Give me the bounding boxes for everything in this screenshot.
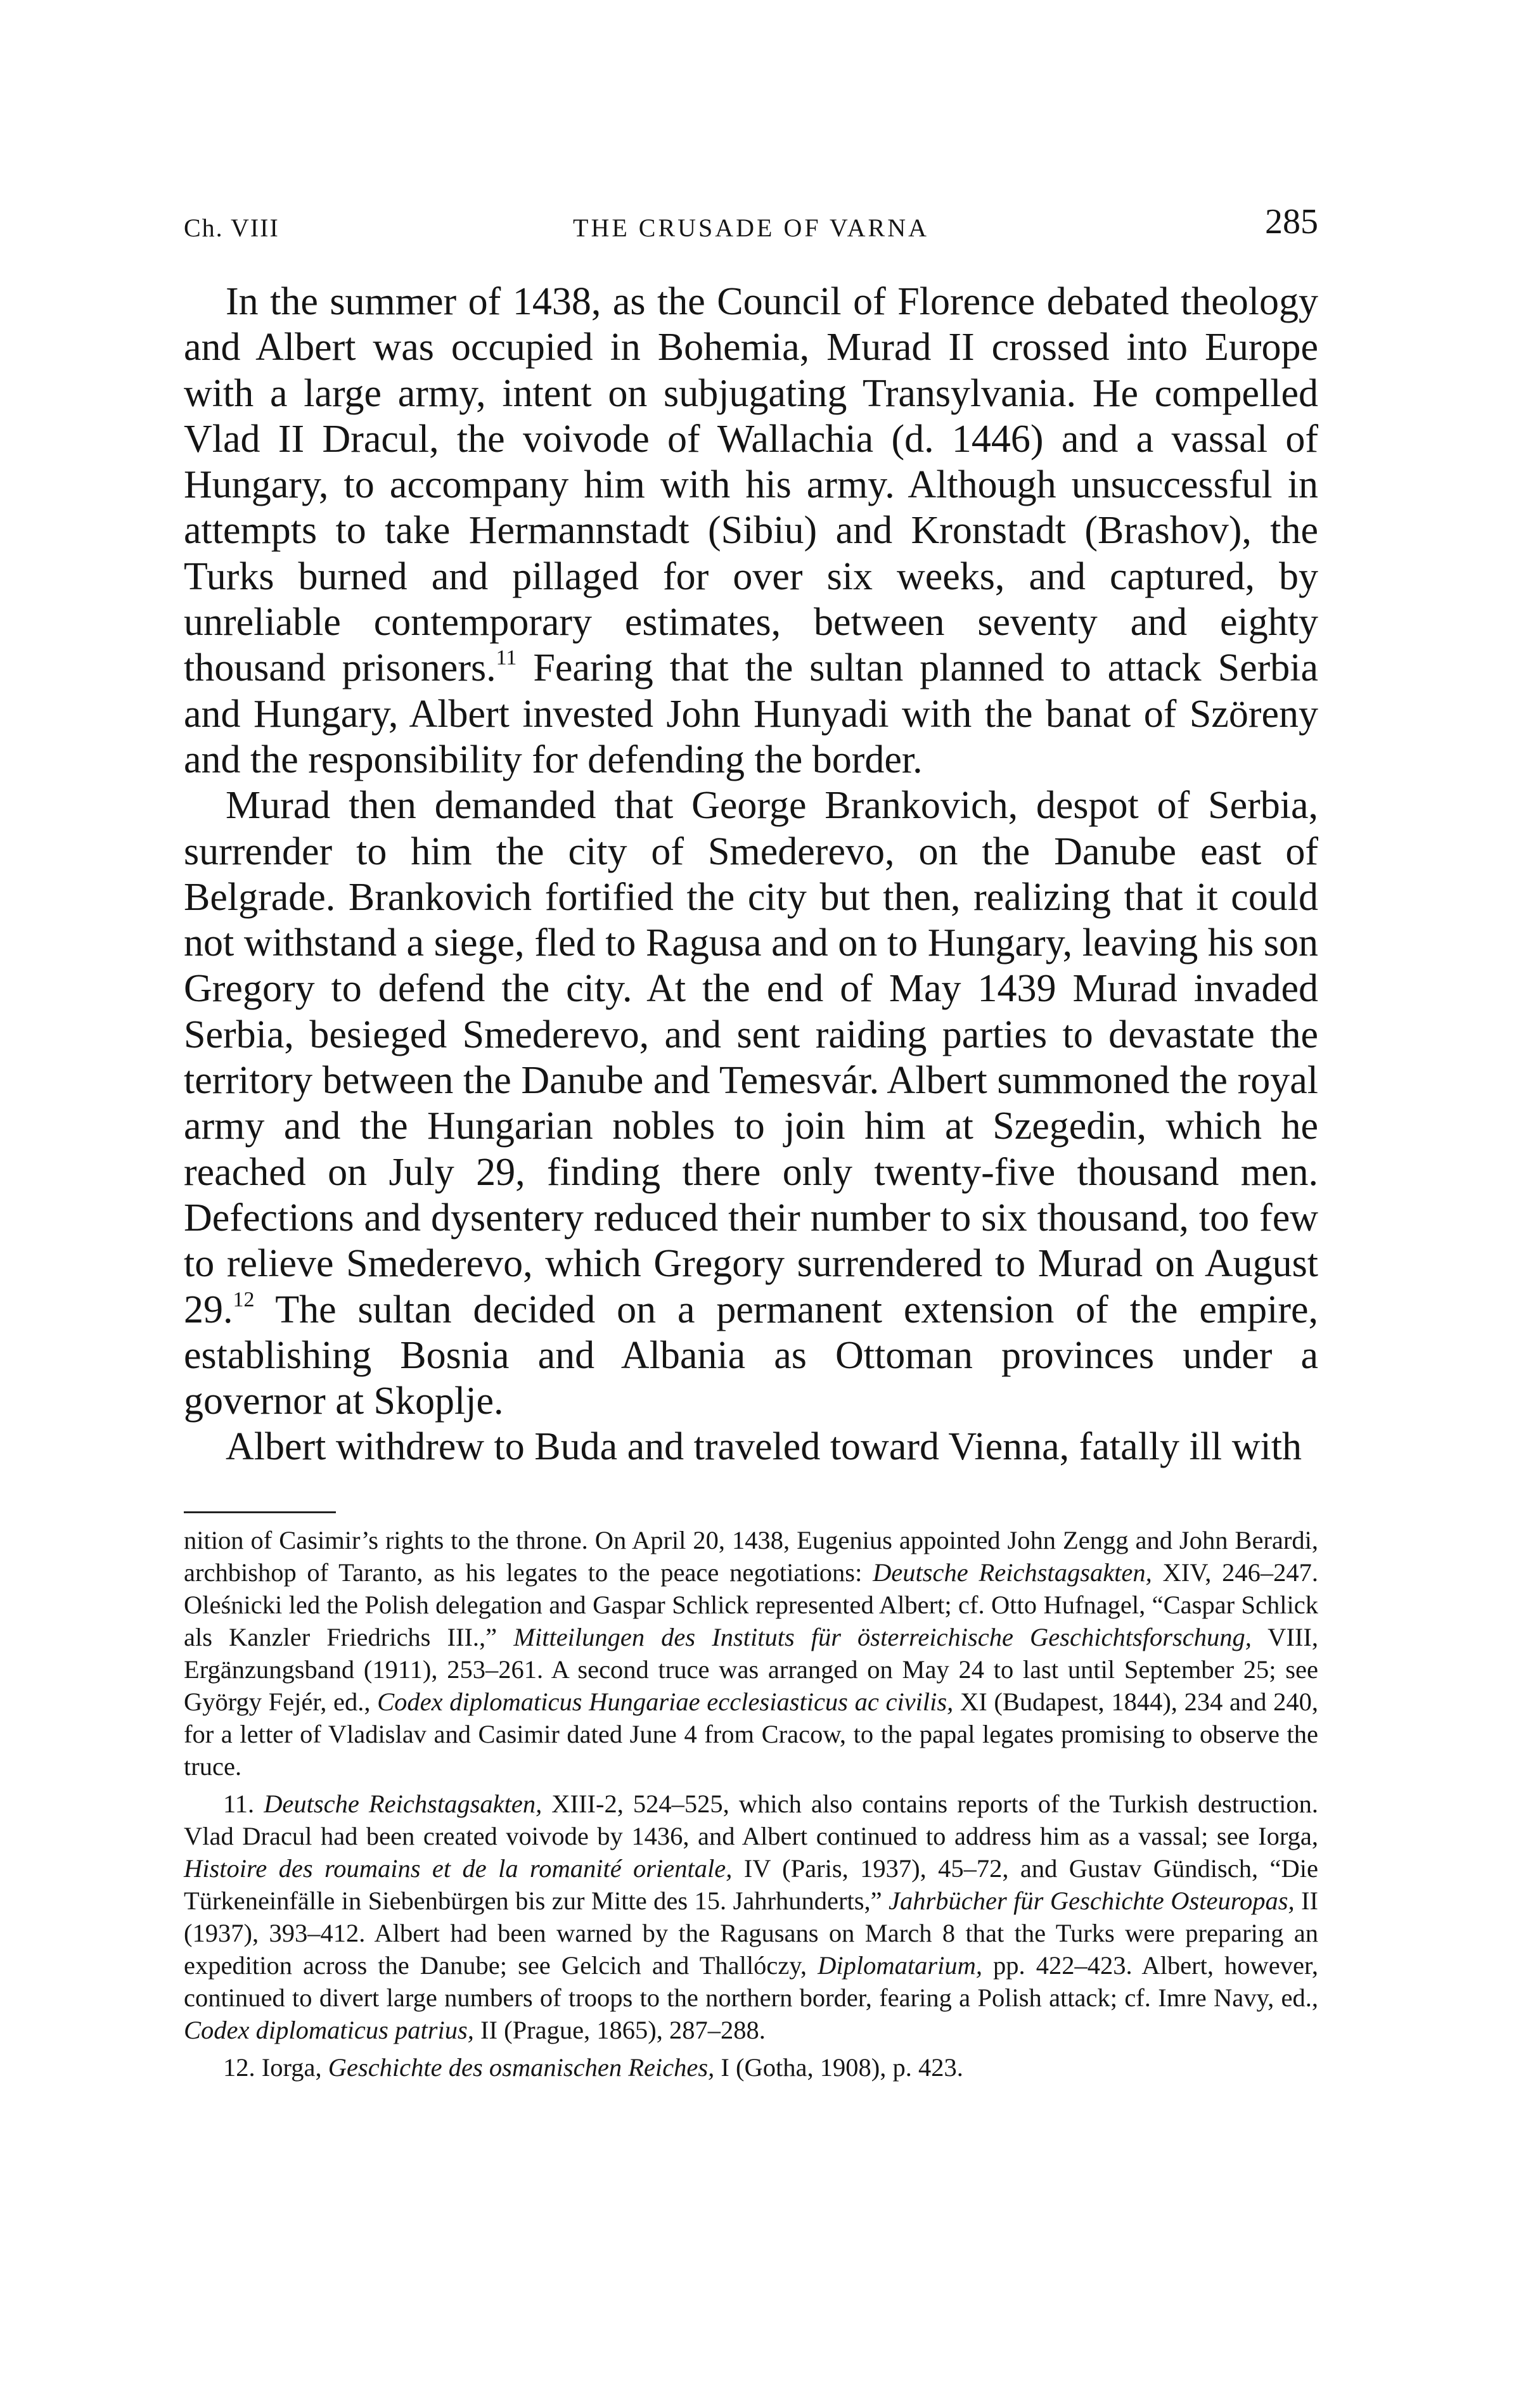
fn12-italic-1: Geschichte des osmanischen Reiches, xyxy=(328,2053,715,2082)
fn11-italic-1: Deutsche Reichstagsakten, xyxy=(264,1790,542,1818)
fn-cont-text-4: XI (Budapest, 1844), 234 and 240, for a letter of Vladislav and Casimir dated June 4 from Cracow, to the papal legates promising to observe the truce. xyxy=(184,1688,1318,1781)
fn11-italic-5: Codex diplomaticus patrius, xyxy=(184,2016,474,2044)
chapter-label: Ch. VIII xyxy=(184,214,279,242)
fn-cont-text-2: XIV, 246–247. Oleśnicki led the Polish delegation and Gaspar Schlick represented Albert; cf. Otto Hufnagel, “Caspar Schlick als Kanzler Friedrichs III.,” xyxy=(184,1558,1319,1651)
footnote-12-number: 12. xyxy=(223,2053,255,2082)
footnote-continuation xyxy=(184,1524,1318,1783)
fn12-text-1: Iorga, xyxy=(255,2053,328,2082)
footnotes xyxy=(184,1524,1318,2084)
footnote-divider xyxy=(184,1511,336,1513)
fn-cont-italic-3: Codex diplomaticus Hungariae ecclesiasticus ac civilis, xyxy=(377,1688,954,1716)
paragraph-1 xyxy=(184,279,1318,783)
fn-cont-italic-1: Deutsche Reichstagsakten, xyxy=(873,1558,1152,1587)
footnote-ref-11: 11 xyxy=(496,646,517,670)
fn11-text-4: pp. 422–423. Albert, however, continued to divert large numbers of troops to the northern border, fearing a Polish attack; cf. Imre Navy, ed., xyxy=(184,1951,1318,2012)
fn-cont-text-1: nition of Casimir’s rights to the throne. On April 20, 1438, Eugenius appointed John Zengg and John Berardi, archbishop of Taranto, as his legates to the peace negotiations: xyxy=(184,1526,1318,1587)
fn11-text-1: XIII-2, 524–525, which also contains reports of the Turkish destruction. Vlad Dracul had been created voivode by 1436, and Albert continued to address him as a vassal; see Iorga, xyxy=(184,1790,1319,1850)
fn11-italic-3: Jahrbücher für Geschichte Osteuropas, xyxy=(889,1886,1295,1915)
paragraph-3: Albert withdrew to Buda and traveled toward Vienna, fatally ill with xyxy=(226,1425,1302,1469)
running-title: THE CRUSADE OF VARNA xyxy=(573,214,929,242)
footnote-12 xyxy=(184,2051,1318,2084)
fn11-italic-2: Histoire des roumains et de la romanité orientale, xyxy=(184,1854,733,1883)
footnote-11-number: 11. xyxy=(223,1790,255,1818)
book-page xyxy=(184,0,1318,2408)
fn-cont-italic-2: Mitteilungen des Instituts für österreichische Geschichtsforschung, xyxy=(513,1623,1252,1651)
fn11-italic-4: Diplomatarium, xyxy=(818,1951,982,1980)
main-text xyxy=(184,279,1318,1470)
running-head xyxy=(184,202,1318,246)
footnote-11 xyxy=(184,1788,1318,2046)
fn11-text-3: II (1937), 393–412. Albert had been warned by the Ragusans on March 8 that the Turks were preparing an expedition across the Danube; see Gelcich and Thallóczy, xyxy=(184,1886,1318,1980)
fn11-text-2: IV (Paris, 1937), 45–72, and Gustav Gündisch, “Die Türkeneinfälle in Siebenbürgen bis zur Mitte des 15. Jahrhunderts,” xyxy=(184,1854,1318,1915)
fn11-text-5: II (Prague, 1865), 287–288. xyxy=(473,2016,766,2044)
paragraph-2 xyxy=(184,783,1318,1424)
footnote-ref-12: 12 xyxy=(233,1287,255,1311)
paragraph-1-text-b: Fearing that the sultan planned to attack Serbia and Hungary, Albert invested John Hunyadi with the banat of Szöreny and the responsibility for defending the border. xyxy=(184,646,1318,781)
page-number: 285 xyxy=(1265,202,1318,241)
paragraph-1-text-a: In the summer of 1438, as the Council of Florence debated theology and Albert was occupied in Bohemia, Murad II crossed into Europe with a large army, intent on subjugating Transylvania. He compelled Vlad II Dracul, the voivode of Wallachia (d. 1446) and a vassal of Hungary, to accompany him with his army. Although unsuccessful in attempts to take Hermannstadt (Sibiu) and Kronstadt (Brashov), the Turks burned and pillaged for over six weeks, and captured, by unreliable contemporary estimates, between seventy and eighty thousand prisoners. xyxy=(184,280,1318,690)
fn-cont-text-3: VIII, Ergänzungsband (1911), 253–261. A second truce was arranged on May 24 to last until September 25; see György Fejér, ed., xyxy=(184,1623,1318,1716)
paragraph-2-text-b: The sultan decided on a permanent extension of the empire, establishing Bosnia and Albania as Ottoman provinces under a governor at Skoplje. xyxy=(184,1288,1318,1423)
paragraph-2-text-a: Murad then demanded that George Brankovich, despot of Serbia, surrender to him the city of Smederevo, on the Danube east of Belgrade. Brankovich fortified the city but then, realizing that it could not withstand a siege, fled to Ragusa and on to Hungary, leaving his son Gregory to defend the city. At the end of May 1439 Murad invaded Serbia, besieged Smederevo, and sent raiding parties to devastate the territory between the Danube and Temesvár. Albert summoned the royal army and the Hungarian nobles to join him at Szegedin, which he reached on July 29, finding there only twenty-five thousand men. Defections and dysentery reduced their number to six thousand, too few to relieve Smederevo, which Gregory surrendered to Murad on August 29. xyxy=(184,784,1318,1331)
fn12-text-2: I (Gotha, 1908), p. 423. xyxy=(714,2053,963,2082)
